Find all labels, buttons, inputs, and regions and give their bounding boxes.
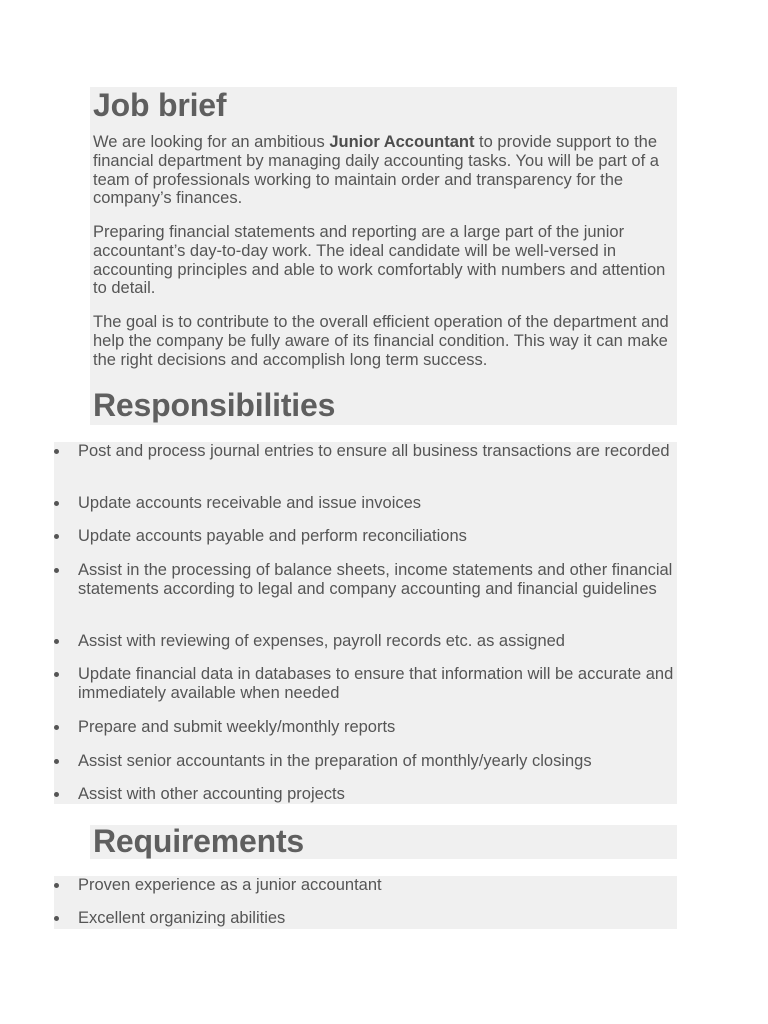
- bullet-icon: [54, 449, 59, 454]
- list-item: Assist senior accountants in the preparation of monthly/yearly closings: [54, 752, 677, 771]
- list-item: Post and process journal entries to ensure all business transactions are recorded: [54, 442, 677, 461]
- job-title-bold: Junior Accountant: [329, 133, 475, 151]
- bullet-icon: [54, 568, 59, 573]
- list-item: Assist in the processing of balance sheets, income statements and other financial statements according to legal and company accounting and financial guidelines: [54, 561, 677, 599]
- bullet-icon: [54, 639, 59, 644]
- requirements-heading: Requirements: [93, 823, 304, 859]
- bullet-icon: [54, 883, 59, 888]
- bullet-icon: [54, 534, 59, 539]
- p1-lead-text: We are looking for an ambitious: [93, 133, 330, 151]
- bullet-icon: [54, 792, 59, 797]
- list-item: Prepare and submit weekly/monthly reports: [54, 718, 677, 737]
- bullet-icon: [54, 725, 59, 730]
- list-item: Excellent organizing abilities: [54, 909, 677, 928]
- job-brief-paragraph-1: [93, 133, 677, 208]
- list-item: Assist with other accounting projects: [54, 785, 677, 804]
- bullet-icon: [54, 501, 59, 506]
- requirements-list-section: [54, 876, 677, 929]
- bullet-icon: [54, 672, 59, 677]
- list-item: Update accounts receivable and issue invoices: [54, 494, 677, 513]
- job-brief-paragraph-3: The goal is to contribute to the overall efficient operation of the department and help the company be fully aware of its financial condition. This way it can make the right decisions and accomplish long term success.: [93, 313, 669, 369]
- bullet-icon: [54, 759, 59, 764]
- list-item: Update financial data in databases to ensure that information will be accurate and immediately available when needed: [54, 665, 677, 703]
- job-brief-heading: Job brief: [93, 87, 227, 123]
- p1-trail-text: to provide support to the financial department by managing daily accounting tasks. You will be part of a team of professionals working to maintain order and transparency for the company’s finances.: [93, 133, 659, 208]
- responsibilities-heading: Responsibilities: [93, 387, 336, 423]
- list-item: Proven experience as a junior accountant: [54, 876, 677, 895]
- responsibilities-list-section: [54, 442, 677, 804]
- list-item: Assist with reviewing of expenses, payroll records etc. as assigned: [54, 632, 677, 651]
- list-item: Update accounts payable and perform reconciliations: [54, 527, 677, 546]
- job-brief-section: [90, 87, 677, 425]
- responsibilities-heading-section: [90, 384, 677, 425]
- job-brief-paragraph-2: Preparing financial statements and reporting are a large part of the junior accountant’s day-to-day work. The ideal candidate will be well-versed in accounting principles and able to work comfortably with numbers and attention to detail.: [93, 223, 666, 298]
- bullet-icon: [54, 916, 59, 921]
- requirements-heading-section: [90, 825, 677, 859]
